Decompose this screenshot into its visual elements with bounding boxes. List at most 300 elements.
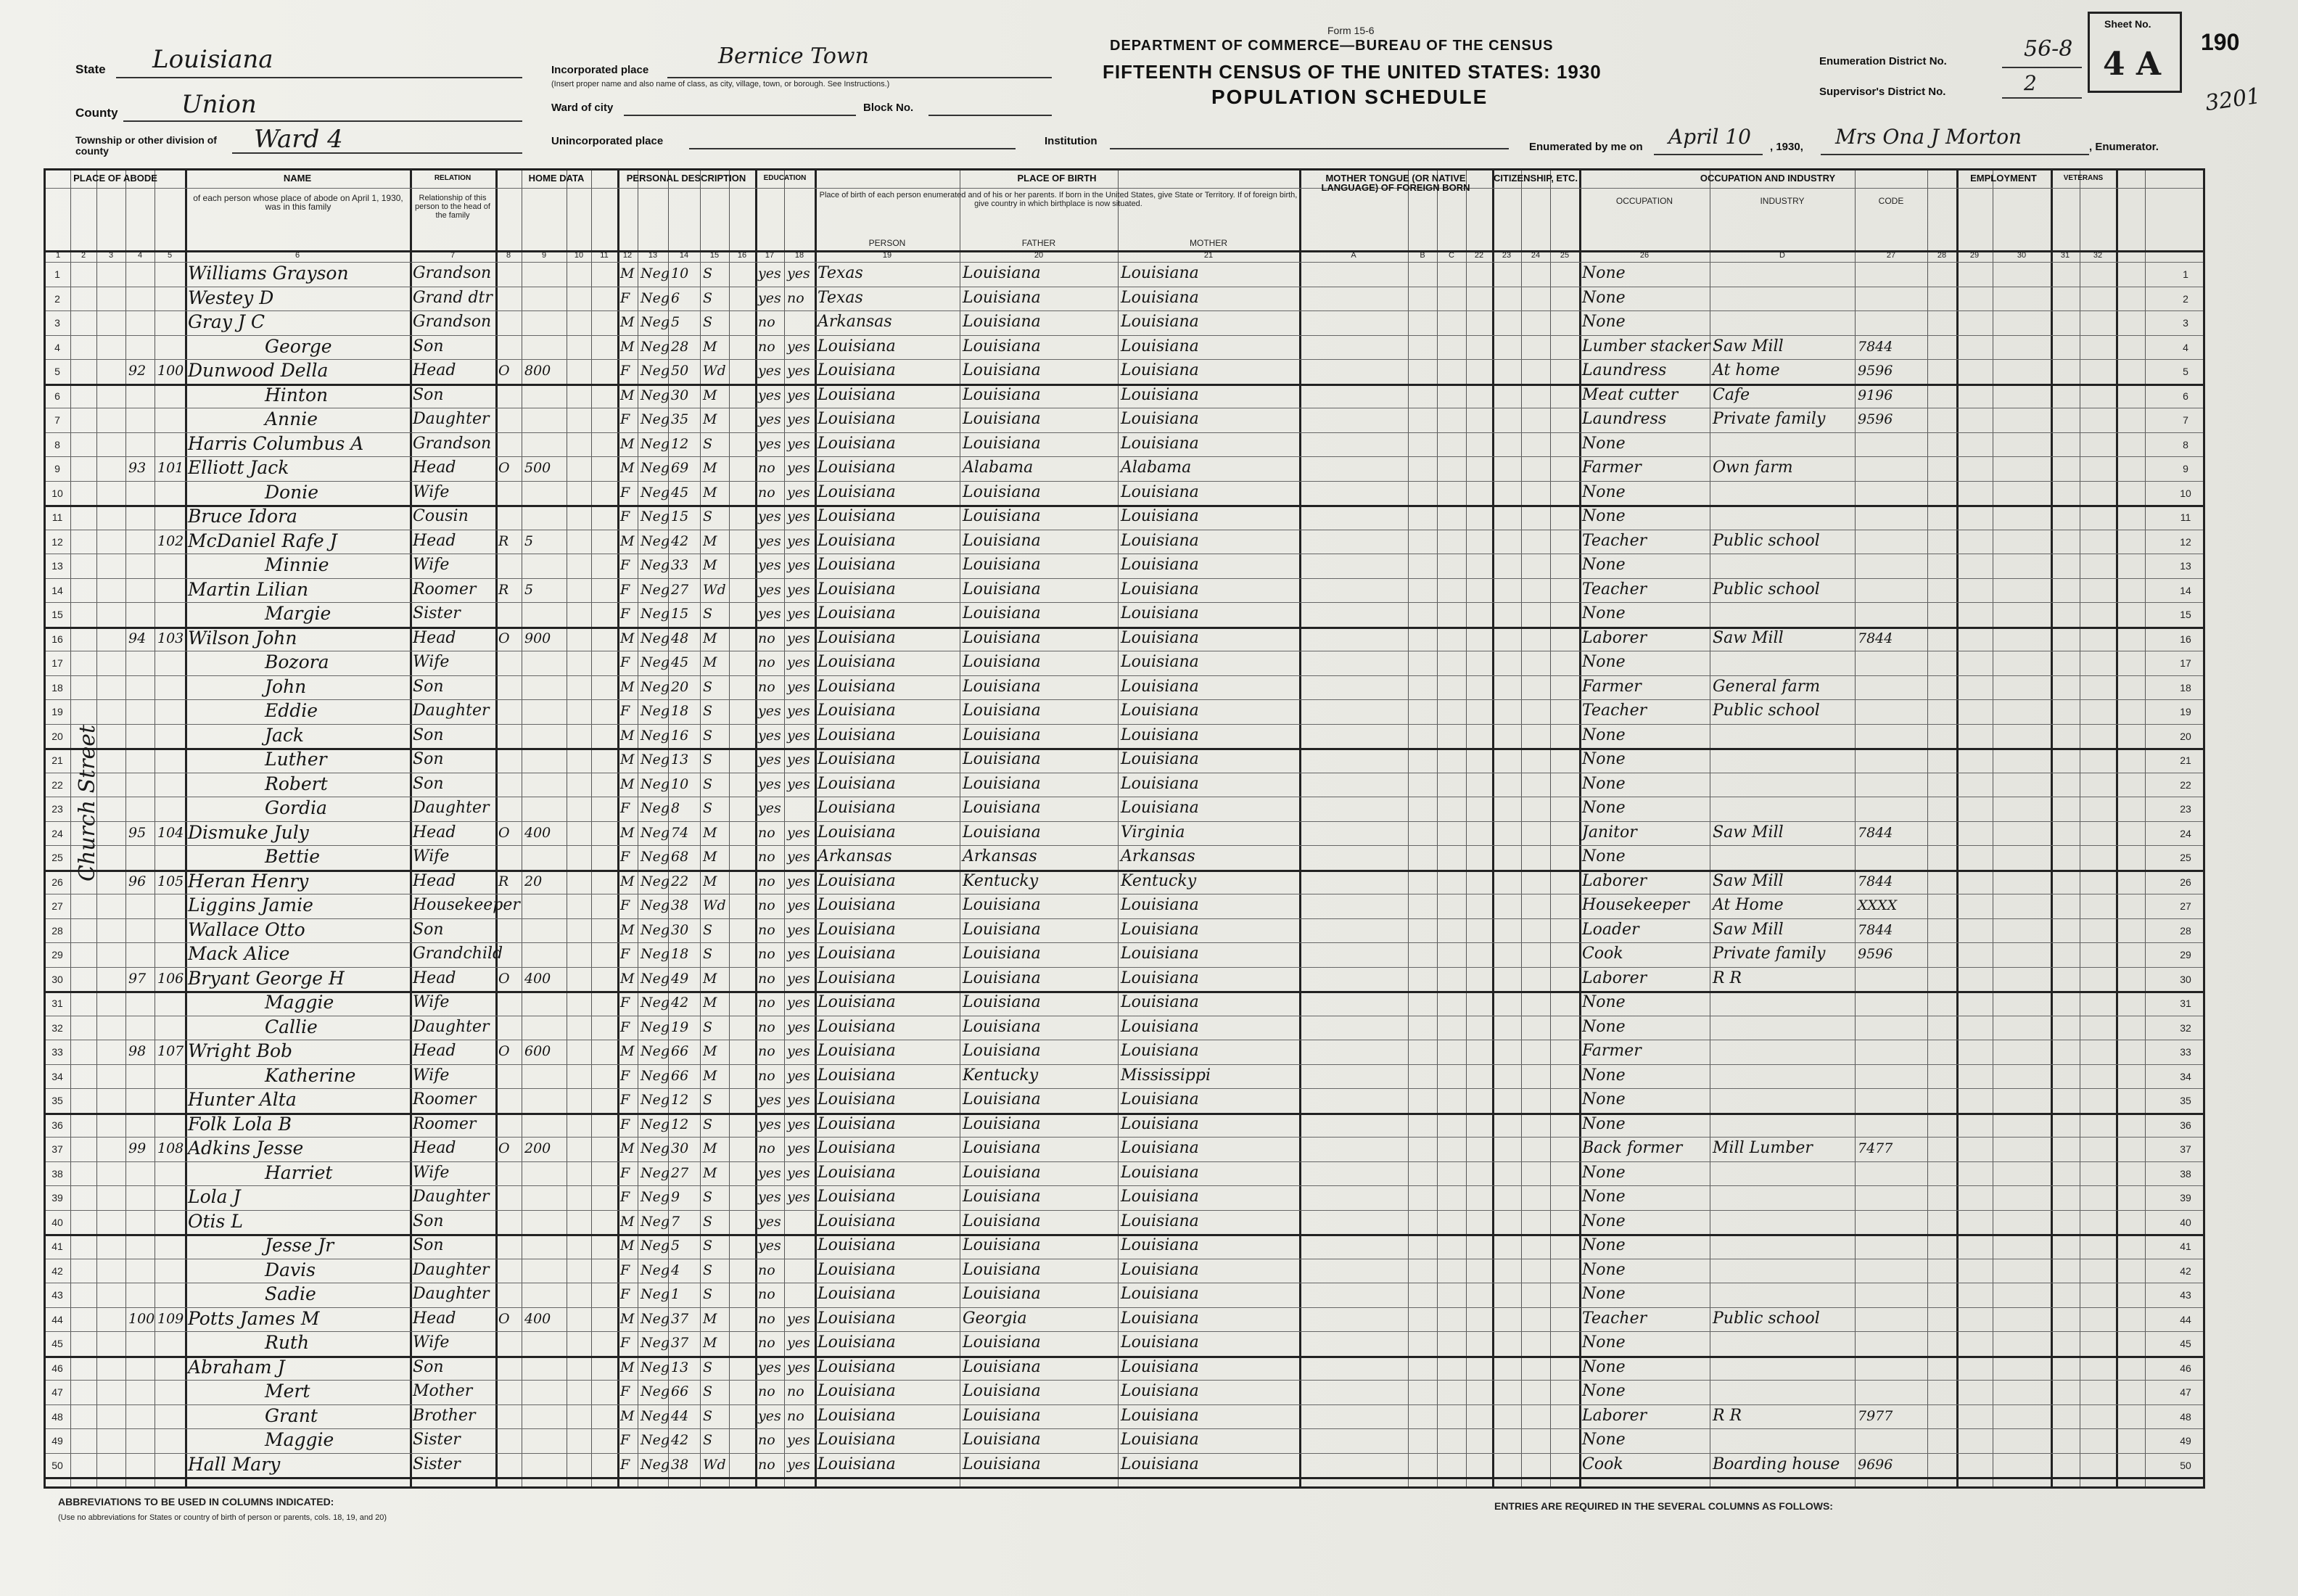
cell-family: 104 — [157, 824, 184, 841]
line-number: 14 — [52, 584, 63, 596]
cell-occ: Cook — [1582, 1455, 1623, 1473]
line-number: 37 — [52, 1143, 63, 1155]
cell-name: McDaniel Rafe J — [188, 530, 337, 551]
cell-name: Maggie — [265, 992, 334, 1013]
cell-race: Neg — [641, 800, 670, 816]
cell-name: Wallace Otto — [188, 918, 305, 940]
cell-school: no — [758, 1432, 775, 1448]
column-number: 8 — [506, 251, 511, 260]
cell-pob: Louisiana — [818, 1333, 896, 1352]
cell-marital: Wd — [703, 897, 726, 913]
township-underline — [232, 152, 522, 154]
column-rule — [700, 170, 701, 1486]
cell-name: Luther — [265, 749, 327, 770]
cell-ind: Own farm — [1713, 458, 1793, 477]
cell-sex: M — [620, 1213, 635, 1230]
cell-name: Abraham J — [188, 1356, 285, 1378]
cell-race: Neg — [641, 1043, 670, 1059]
cell-name: Robert — [265, 773, 328, 794]
cell-pob: Louisiana — [818, 1163, 896, 1182]
line-number: 25 — [52, 852, 63, 863]
block-label: Block No. — [863, 102, 914, 114]
cell-relation: Head — [413, 458, 456, 477]
cell-race: Neg — [641, 1262, 670, 1278]
cell-occ: None — [1582, 264, 1626, 282]
cell-occ: Laborer — [1582, 968, 1647, 987]
cell-home: O — [498, 630, 510, 646]
cell-age: 49 — [671, 970, 689, 987]
incorporated-value: Bernice Town — [718, 44, 869, 69]
cell-pob: Louisiana — [818, 702, 896, 720]
cell-mother: Louisiana — [1121, 385, 1199, 404]
line-number-right: 22 — [2180, 778, 2191, 791]
cell-marital: M — [703, 1140, 717, 1156]
cell-relation: Wife — [413, 1333, 450, 1352]
line-number: 43 — [52, 1289, 63, 1301]
cell-mother: Louisiana — [1121, 482, 1199, 501]
cell-sex: M — [620, 435, 635, 452]
line-number-right: 17 — [2180, 657, 2191, 669]
cell-sex: M — [620, 338, 635, 355]
column-number: 21 — [1203, 251, 1214, 260]
cell-age: 30 — [671, 387, 689, 403]
line-number-right: 27 — [2180, 900, 2191, 912]
group-header: PERSONAL DESCRIPTION — [626, 173, 746, 184]
cell-age: 10 — [671, 266, 689, 281]
column-number: 9 — [541, 251, 547, 260]
cell-sex: F — [620, 1164, 630, 1181]
cell-ind: Boarding house — [1713, 1455, 1840, 1473]
cell-marital: M — [703, 654, 717, 670]
cell-age: 27 — [671, 581, 689, 598]
cell-sex: F — [620, 703, 630, 719]
line-number-right: 26 — [2180, 876, 2191, 888]
cell-sex: F — [620, 1019, 630, 1035]
cell-ind: Saw Mill — [1713, 337, 1784, 355]
cell-relation: Son — [413, 1357, 444, 1376]
line-number: 23 — [52, 803, 63, 815]
cell-ind: At Home — [1713, 896, 1784, 914]
cell-school: no — [758, 338, 775, 355]
line-number-right: 9 — [2183, 463, 2188, 474]
column-number: 2 — [81, 251, 86, 260]
cell-relation: Daughter — [413, 702, 490, 720]
cell-mother: Louisiana — [1121, 1090, 1199, 1108]
line-number: 19 — [52, 706, 63, 717]
column-rule — [1408, 170, 1409, 1486]
cell-name: Liggins Jamie — [188, 894, 313, 916]
cell-marital: M — [703, 532, 717, 549]
cell-mother: Louisiana — [1121, 628, 1199, 647]
cell-age: 42 — [671, 532, 689, 549]
cell-school: no — [758, 1456, 775, 1473]
cell-pob: Louisiana — [818, 1357, 896, 1376]
cell-pob: Louisiana — [818, 1212, 896, 1230]
cell-marital: S — [703, 435, 713, 452]
line-number-right: 16 — [2180, 633, 2191, 645]
line-number-right: 14 — [2180, 584, 2191, 596]
cell-school: no — [758, 1140, 775, 1156]
cell-marital: M — [703, 630, 717, 646]
cell-pob: Louisiana — [818, 580, 896, 598]
cell-occ: Back former — [1582, 1139, 1683, 1157]
sheet-value: 4 A — [2103, 46, 2162, 83]
line-number-right: 36 — [2180, 1119, 2191, 1131]
cell-father: Louisiana — [963, 1333, 1041, 1352]
cell-occ: Lumber stacker — [1582, 337, 1710, 355]
cell-marital: S — [703, 946, 713, 962]
cell-race: Neg — [641, 897, 670, 913]
line-number: 13 — [52, 560, 63, 572]
cell-name: Harriet — [265, 1161, 333, 1183]
line-number: 45 — [52, 1338, 63, 1349]
cell-value: 900 — [524, 630, 551, 646]
cell-father: Louisiana — [963, 1357, 1041, 1376]
cell-mother: Louisiana — [1121, 1139, 1199, 1157]
line-number: 5 — [54, 366, 60, 377]
cell-mother: Louisiana — [1121, 677, 1199, 696]
cell-race: Neg — [641, 630, 670, 646]
cell-occ: None — [1582, 482, 1626, 501]
cell-name: Jesse Jr — [265, 1235, 334, 1256]
cell-name: Westey D — [188, 287, 274, 308]
ed-label: Enumeration District No. — [1819, 55, 1947, 67]
cell-occ: None — [1582, 1260, 1626, 1279]
cell-mother: Louisiana — [1121, 1163, 1199, 1182]
cell-school: yes — [758, 606, 781, 622]
cell-read: yes — [787, 1310, 810, 1327]
cell-age: 6 — [671, 289, 680, 306]
cell-school: no — [758, 995, 775, 1011]
cell-race: Neg — [641, 532, 670, 549]
cell-father: Louisiana — [963, 702, 1041, 720]
cell-relation: Wife — [413, 1066, 450, 1085]
cell-code: 7844 — [1858, 921, 1893, 938]
group-header: EMPLOYMENT — [1970, 173, 2037, 184]
cell-pob: Louisiana — [818, 920, 896, 939]
cell-school: no — [758, 1067, 775, 1084]
cell-pob: Arkansas — [818, 847, 892, 865]
sheet-label: Sheet No. — [2104, 18, 2151, 30]
cell-age: 30 — [671, 921, 689, 938]
cell-relation: Son — [413, 337, 444, 355]
cell-dwelling: 96 — [128, 873, 147, 889]
cell-ind: Public school — [1713, 702, 1820, 720]
cell-race: Neg — [641, 460, 670, 476]
cell-family: 100 — [157, 363, 184, 379]
line-number: 44 — [52, 1313, 63, 1325]
line-number-right: 34 — [2180, 1070, 2191, 1082]
cell-age: 66 — [671, 1043, 689, 1059]
column-number: 14 — [679, 251, 689, 260]
cell-marital: S — [703, 606, 713, 622]
cell-father: Louisiana — [963, 1406, 1041, 1425]
cell-mother: Louisiana — [1121, 1406, 1199, 1425]
cell-mother: Louisiana — [1121, 725, 1199, 744]
cell-relation: Roomer — [413, 1090, 477, 1108]
cell-relation: Son — [413, 774, 444, 793]
cell-relation: Grandson — [413, 434, 492, 453]
cell-name: Adkins Jesse — [188, 1138, 304, 1159]
cell-name: Williams Grayson — [188, 263, 349, 284]
street-note: Church Street — [75, 724, 100, 881]
cell-occ: None — [1582, 1236, 1626, 1254]
line-number-right: 39 — [2180, 1192, 2191, 1204]
group-header: MOTHER TONGUE (OR NATIVE LANGUAGE) OF FOREIGN BORN — [1321, 173, 1470, 193]
cell-read: yes — [787, 1140, 810, 1156]
cell-sex: M — [620, 1407, 635, 1424]
line-number-right: 37 — [2180, 1143, 2191, 1155]
cell-pob: Louisiana — [818, 945, 896, 963]
cell-race: Neg — [641, 1335, 670, 1351]
cell-occ: Cook — [1582, 945, 1623, 963]
cell-school: no — [758, 1019, 775, 1035]
line-number-right: 11 — [2180, 511, 2191, 523]
group-header: RELATION — [434, 174, 471, 182]
cell-occ: None — [1582, 993, 1626, 1011]
column-number: D — [1779, 251, 1785, 260]
line-number-right: 2 — [2183, 292, 2188, 305]
cell-pob: Louisiana — [818, 1090, 896, 1108]
column-rule — [1466, 170, 1467, 1486]
column-number: 15 — [709, 251, 720, 260]
cell-relation: Grand dtr — [413, 288, 493, 307]
line-number: 48 — [52, 1410, 63, 1423]
cell-pob: Louisiana — [818, 1260, 896, 1279]
cell-relation: Mother — [413, 1382, 473, 1400]
cell-age: 42 — [671, 1432, 689, 1448]
institution-underline — [1110, 148, 1509, 149]
line-number-right: 21 — [2180, 754, 2191, 766]
cell-marital: M — [703, 1043, 717, 1059]
cell-read: yes — [787, 460, 810, 476]
cell-sex: M — [620, 387, 635, 403]
cell-father: Louisiana — [963, 1188, 1041, 1206]
line-number-right: 7 — [2183, 414, 2188, 426]
cell-mother: Louisiana — [1121, 337, 1199, 355]
cell-pob: Louisiana — [818, 1455, 896, 1473]
line-number: 35 — [52, 1095, 63, 1106]
sd-label: Supervisor's District No. — [1819, 86, 1946, 98]
cell-age: 35 — [671, 411, 689, 427]
cell-school: yes — [758, 1407, 781, 1424]
cell-occ: None — [1582, 799, 1626, 817]
cell-read: no — [787, 1407, 804, 1424]
cell-sex: M — [620, 824, 635, 841]
cell-read: yes — [787, 1043, 810, 1059]
cell-mother: Louisiana — [1121, 1309, 1199, 1328]
cell-relation: Grandchild — [413, 945, 503, 963]
line-number-right: 43 — [2180, 1289, 2191, 1301]
cell-school: yes — [758, 266, 781, 281]
cell-marital: M — [703, 849, 717, 865]
column-rule — [1492, 170, 1494, 1486]
cell-marital: S — [703, 703, 713, 719]
cell-value: 800 — [524, 363, 551, 379]
column-rule — [617, 170, 619, 1486]
cell-father: Kentucky — [963, 871, 1039, 890]
cell-mother: Louisiana — [1121, 1455, 1199, 1473]
cell-read: yes — [787, 266, 810, 281]
cell-read: yes — [787, 1067, 810, 1084]
column-rule — [729, 170, 730, 1486]
line-number: 47 — [52, 1386, 63, 1398]
cell-marital: S — [703, 1262, 713, 1278]
cell-read: yes — [787, 703, 810, 719]
line-number: 39 — [52, 1192, 63, 1204]
occupation-column-head: OCCUPATION — [1615, 196, 1673, 206]
cell-read: yes — [787, 995, 810, 1011]
cell-school: no — [758, 678, 775, 695]
column-number: 25 — [1560, 251, 1570, 260]
cell-pob: Louisiana — [818, 1431, 896, 1449]
line-number-right: 23 — [2180, 803, 2191, 815]
column-number: 12 — [622, 251, 633, 260]
column-number: A — [1351, 251, 1356, 260]
cell-sex: F — [620, 654, 630, 670]
cell-relation: Sister — [413, 1431, 461, 1449]
line-number-right: 4 — [2183, 341, 2188, 353]
cell-marital: M — [703, 1310, 717, 1327]
cell-sex: F — [620, 849, 630, 865]
cell-sex: F — [620, 557, 630, 573]
line-number: 50 — [52, 1459, 63, 1471]
cell-race: Neg — [641, 266, 670, 281]
cell-mother: Louisiana — [1121, 774, 1199, 793]
cell-occ: None — [1582, 1357, 1626, 1376]
cell-relation: Wife — [413, 653, 450, 671]
cell-mother: Louisiana — [1121, 945, 1199, 963]
cell-mother: Arkansas — [1121, 847, 1195, 865]
cell-age: 38 — [671, 1456, 689, 1473]
cell-sex: M — [620, 1359, 635, 1375]
cell-occ: Teacher — [1582, 531, 1647, 550]
township-label: Township or other division of county — [75, 134, 217, 157]
cell-father: Louisiana — [963, 993, 1041, 1011]
cell-occ: Laborer — [1582, 628, 1647, 647]
cell-relation: Daughter — [413, 1188, 490, 1206]
cell-name: Folk Lola B — [188, 1113, 292, 1135]
cell-sex: M — [620, 776, 635, 792]
cell-pob: Louisiana — [818, 556, 896, 574]
corner-page: 3201 — [2203, 83, 2262, 117]
column-number: 28 — [1937, 251, 1947, 260]
cell-marital: M — [703, 387, 717, 403]
cell-race: Neg — [641, 995, 670, 1011]
column-rule — [1927, 170, 1928, 1486]
cell-race: Neg — [641, 1383, 670, 1399]
cell-father: Louisiana — [963, 482, 1041, 501]
cell-pob: Louisiana — [818, 993, 896, 1011]
cell-read: yes — [787, 411, 810, 427]
cell-mother: Louisiana — [1121, 1431, 1199, 1449]
cell-age: 42 — [671, 995, 689, 1011]
line-number-right: 29 — [2180, 949, 2191, 961]
cell-father: Louisiana — [963, 313, 1041, 331]
cell-marital: M — [703, 1164, 717, 1181]
cell-pob: Louisiana — [818, 385, 896, 404]
cell-name: Hall Mary — [188, 1453, 281, 1475]
cell-relation: Head — [413, 968, 456, 987]
cell-ind: Public school — [1713, 531, 1820, 550]
incorporated-note: (Insert proper name and also name of class, as city, village, town, or borough. See Instructions.) — [551, 80, 890, 89]
column-number: 23 — [1502, 251, 1512, 260]
column-number: 6 — [295, 251, 300, 260]
cell-age: 9 — [671, 1189, 680, 1205]
cell-relation: Son — [413, 385, 444, 404]
county-value: Union — [181, 90, 257, 119]
column-rule — [1855, 170, 1856, 1486]
cell-value: 400 — [524, 970, 551, 987]
cell-age: 12 — [671, 1116, 689, 1132]
cell-occ: Laborer — [1582, 871, 1647, 890]
cell-read: yes — [787, 484, 810, 501]
cell-code: XXXX — [1858, 897, 1898, 913]
cell-name: Bozora — [265, 651, 329, 672]
cell-mother: Louisiana — [1121, 531, 1199, 550]
cell-sex: F — [620, 411, 630, 427]
cell-pob: Texas — [818, 264, 863, 282]
cell-mother: Louisiana — [1121, 410, 1199, 428]
cell-occ: Teacher — [1582, 1309, 1647, 1328]
cell-occ: None — [1582, 313, 1626, 331]
cell-relation: Cousin — [413, 507, 469, 525]
cell-pob: Louisiana — [818, 1114, 896, 1133]
row-rule — [46, 188, 2203, 189]
column-rule — [1118, 170, 1119, 1486]
cell-occ: Housekeeper — [1582, 896, 1689, 914]
cell-mother: Louisiana — [1121, 1333, 1199, 1352]
line-number: 20 — [52, 730, 63, 742]
cell-sex: F — [620, 509, 630, 525]
group-header: PLACE OF ABODE — [73, 173, 157, 184]
cell-relation: Son — [413, 677, 444, 696]
cell-pob: Louisiana — [818, 968, 896, 987]
cell-marital: S — [703, 752, 713, 768]
cell-name: Bryant George H — [188, 967, 345, 989]
cell-school: yes — [758, 703, 781, 719]
form-id: Form 15-6 — [1327, 25, 1375, 36]
cell-code: 7844 — [1858, 824, 1893, 841]
institution-label: Institution — [1045, 135, 1097, 147]
cell-race: Neg — [641, 1238, 670, 1254]
industry-column-head: INDUSTRY — [1760, 196, 1805, 206]
cell-dwelling: 97 — [128, 970, 147, 987]
cell-father: Louisiana — [963, 968, 1041, 987]
cell-race: Neg — [641, 970, 670, 987]
line-number: 22 — [52, 778, 63, 791]
line-number-right: 49 — [2180, 1435, 2191, 1447]
incorporated-underline — [667, 77, 1052, 78]
cell-mother: Louisiana — [1121, 556, 1199, 574]
cell-relation: Sister — [413, 1455, 461, 1473]
cell-father: Louisiana — [963, 1431, 1041, 1449]
line-number: 18 — [52, 681, 63, 694]
cell-pob: Louisiana — [818, 1017, 896, 1036]
cell-dwelling: 99 — [128, 1140, 147, 1156]
cell-read: yes — [787, 532, 810, 549]
cell-sex: F — [620, 1286, 630, 1302]
cell-school: no — [758, 630, 775, 646]
cell-ind: Private family — [1713, 410, 1826, 428]
cell-race: Neg — [641, 1286, 670, 1302]
relation-column-head: Relationship of this person to the head of the family — [415, 194, 490, 220]
cell-school: no — [758, 314, 775, 330]
line-number: 10 — [52, 487, 63, 499]
cell-race: Neg — [641, 411, 670, 427]
cell-mother: Louisiana — [1121, 1212, 1199, 1230]
cell-school: no — [758, 1335, 775, 1351]
